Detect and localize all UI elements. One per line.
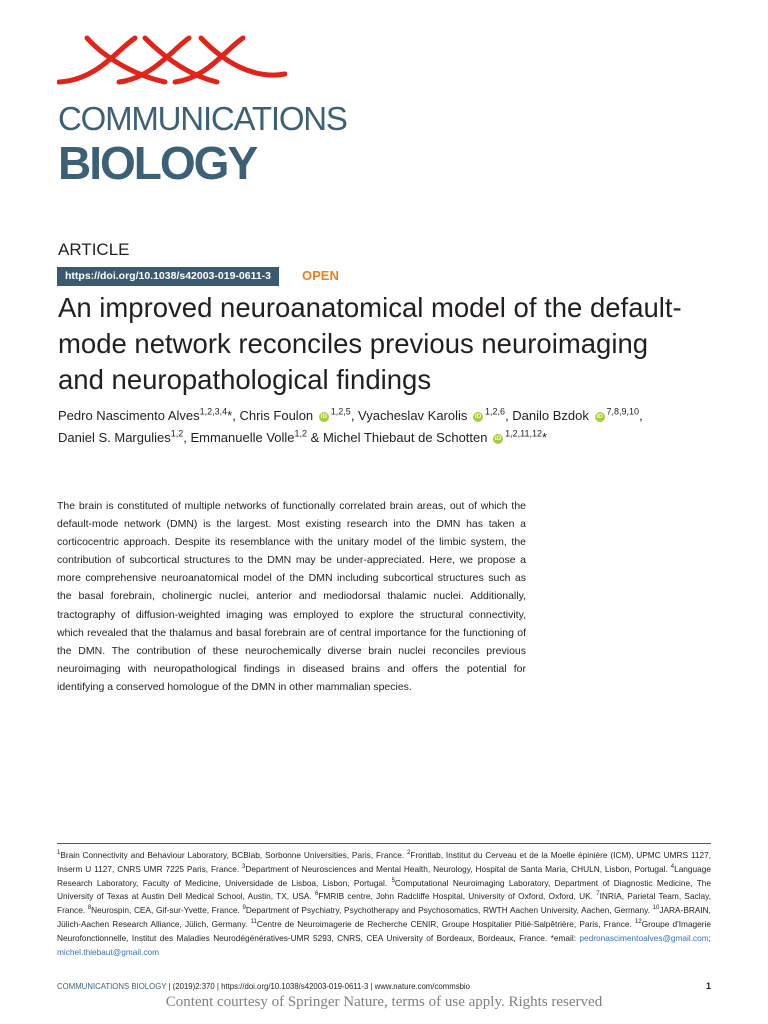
corresponding-author-mark: * [227, 408, 233, 423]
page-footer [57, 982, 711, 991]
orcid-icon[interactable]: iD [320, 412, 328, 420]
corresponding-author-mark: * [541, 430, 548, 445]
abstract: The brain is constituted of multiple networks of functionally correlated brain areas, out of which the default-mode network (DMN) is the largest. Most existing research into the DMN has taken a corticocentric approach. Despite its resemblance with the unitary model of the limbic system, the contribution of subcortical structures to the DMN may be under-appreciated. Here, we propose a more comprehensive neuroanatomical model of the DMN including subcortical structures such as the basal forebrain, cholinergic nuclei, anterior and mediodorsal thalamic nuclei. Additionally, tractography of diffusion-weighted imaging was employed to explore the structural connectivity, which revealed that the thalamus and basal forebrain are of central importance for the functioning of the DMN. The contribution of these neurochemically diverse brain nuclei reconciles previous neuroimaging with neuropathological findings in diseased brains and offers the potential for identifying a conserved homologue of the DMN in other mammalian species. [57, 500, 526, 693]
doi-link[interactable]: https://doi.org/10.1038/s42003-019-0611-3 [57, 267, 279, 286]
email-label: *email: [550, 932, 580, 943]
footer-journal-name: COMMUNICATIONS BIOLOGY [57, 982, 167, 991]
affiliation-number: 11 [250, 919, 257, 926]
affiliation-text: Neurospin, CEA, Gif-sur-Yvette, France. [91, 905, 240, 916]
affiliation-text: Computational Neuroimaging Laboratory, Department of Diagnostic Medicine, The University of Texas at Austin Dell Medical School, Austin, TX, USA. [57, 877, 711, 902]
affiliation-number: 1 [57, 850, 61, 857]
affiliation-text: Language Research Laboratory, Faculty of Medicine, Universidade de Lisboa, Lisbon, Portugal. [57, 863, 711, 888]
affiliation-text: JARA-BRAIN, Jülich-Aachen Research Alliance, Jülich, Germany. [57, 905, 711, 929]
affiliation-text: Brain Connectivity and Behaviour Laboratory, BCBlab, Sorbonne Universities, Paris, France. [60, 850, 405, 860]
affiliation-text: Groupe d'Imagerie Neurofonctionnelle, Institut des Maladies Neurodégénératives-UMR 5293, CNRS, CEA University of Bordeaux, Bordeaux, France. [57, 918, 712, 943]
author-affiliation-numbers: 1,2 [294, 428, 308, 439]
author-name[interactable]: Emmanuelle Volle [190, 430, 295, 445]
email-link[interactable]: pedronascimentoalves@gmail.com [579, 932, 709, 943]
affiliation-text: Frontlab, Institut du Cerveau et de la Moelle épinière (ICM), UPMC UMRS 1127, Inserm U 1127, CNRS UMR 7225 Paris, France. [57, 850, 711, 874]
article-title: An improved neuroanatomical model of the default-mode network reconciles previous neuroimaging and neuropathological findings [58, 292, 682, 395]
author-affiliation-numbers: 1,2 [170, 428, 184, 439]
affiliation-number: 7 [596, 891, 600, 898]
affiliation-number: 3 [242, 864, 246, 871]
affiliation-text: FMRIB centre, John Radcliffe Hospital, University of Oxford, Oxford, UK. [318, 891, 593, 902]
affiliation-text: Department of Neurosciences and Mental Health, Neurology, Hospital de Santa Maria, CHULN, Lisbon, Portugal. [245, 863, 668, 874]
page-number: 1 [705, 981, 711, 991]
affiliation-number: 9 [242, 905, 246, 912]
author-name[interactable]: Pedro Nascimento Alves [58, 408, 200, 423]
affiliations: $^1$Brain Connectivity and Behaviour Laboratory, BCBlab, Sorbonne Universities, Paris, France. $^2$Frontlab, Institut du Cerveau et de la Moelle épinière (ICM), UPMC UMRS 1127, Inserm U 1127, CNRS UMR 7225 Paris, France. $^3$Department of Neurosciences and Mental Health, Neurology, Hospital de Santa Maria, CHULN, Lisbon, Portugal. $^4$Language Research Laboratory, Faculty of Medicine, Universidade de Lisboa, Lisbon, Portugal. $^5$Computational Neuroimaging Laboratory, Department of Diagnostic Medicine, The University of Texas at Austin Dell Medical School, Austin, TX, USA. $^6$FMRIB centre, John Radcliffe Hospital, University of Oxford, Oxford, UK. $^7$INRIA, Parietal Team, Saclay, France. $^8$Neurospin, CEA, Gif-sur-Yvette, France. $^9$Department of Psychiatry, Psychotherapy and Psychosomatics, RWTH Aachen University, Aachen, Germany. $^{10}$JARA-BRAIN, Jülich-Aachen Research Alliance, Jülich, Germany. $^{11}$Centre de Neuroimagerie de Recherche CENIR, Groupe Hospitalier Pitié-Salpêtrière, Paris, France. $^{12}$Groupe d'Imagerie Neurofonctionnelle, Institut des Maladies Neurodégénératives-UMR 5293, CNRS, CEA University of Bordeaux, Bordeaux, France. *email: pedronascimentoalves@gmail.com; michel.thiebaut@gmail.com [57, 850, 712, 957]
author-name[interactable]: Chris Foulon [239, 408, 314, 423]
author-affiliation-numbers: 1,2,6 [485, 406, 506, 417]
author-name[interactable]: Daniel S. Margulies [58, 430, 171, 445]
courtesy-notice: Content courtesy of Springer Nature, terms of use apply. Rights reserved [165, 994, 603, 1010]
affiliation-text: INRIA, Parietal Team, Saclay, France. [57, 891, 711, 916]
affiliation-text: Department of Psychiatry, Psychotherapy and Psychosomatics, RWTH Aachen University, Aachen, Germany. [245, 905, 650, 916]
affiliation-number: 10 [652, 905, 660, 912]
affiliation-number: 5 [391, 877, 395, 884]
author-affiliation-numbers: 1,2,11,12 [505, 428, 542, 439]
author-name[interactable]: Michel Thiebaut de Schotten [322, 430, 488, 445]
author-affiliation-numbers: 1,2,5 [330, 406, 351, 417]
affiliation-number: 4 [670, 864, 675, 871]
footer-citation: | (2019)2:370 | https://doi.org/10.1038/s42003-019-0611-3 | www.nature.com/commsbio [166, 982, 470, 991]
author-affiliation-numbers: 7,8,9,10 [606, 406, 640, 417]
orcid-icon[interactable]: iD [494, 434, 502, 442]
author-affiliation-numbers: 1,2,3,4 [199, 406, 228, 417]
affiliation-number: 2 [406, 850, 411, 857]
orcid-icon[interactable]: iD [596, 412, 603, 420]
author-name[interactable]: Vyacheslav Karolis [358, 408, 468, 423]
affiliations-divider [57, 843, 711, 844]
affiliation-number: 6 [314, 891, 319, 898]
journal-logo-mark [57, 30, 287, 100]
journal-name-line2: BIOLOGY [58, 137, 257, 189]
orcid-icon[interactable]: iD [474, 412, 482, 420]
open-access-label: OPEN [302, 268, 339, 283]
affiliation-number: 12 [635, 919, 642, 926]
article-type-label: ARTICLE [58, 240, 130, 259]
author-list: Pedro Nascimento Alves$^{1,2,3,4}$*, Chris Foulon iD $^{1,2,5}$, Vyacheslav Karolis iD $^{1,2,6}$, Danilo Bzdok iD $^{7,8,9,10}$, Daniel S. Margulies$^{1,2}$, Emmanuelle Volle$^{1,2}$ & Michel Thiebaut de Schotten iD $^{1,2,11,12}$* [58, 406, 643, 445]
journal-name-line1: COMMUNICATIONS [58, 100, 347, 137]
email-link[interactable]: michel.thiebaut@gmail.com [57, 946, 160, 957]
author-name[interactable]: Danilo Bzdok [512, 408, 589, 423]
affiliation-number: 8 [87, 905, 92, 912]
affiliation-text: Centre de Neuroimagerie de Recherche CENIR, Groupe Hospitalier Pitié-Salpêtrière, Paris, France. [256, 918, 632, 929]
